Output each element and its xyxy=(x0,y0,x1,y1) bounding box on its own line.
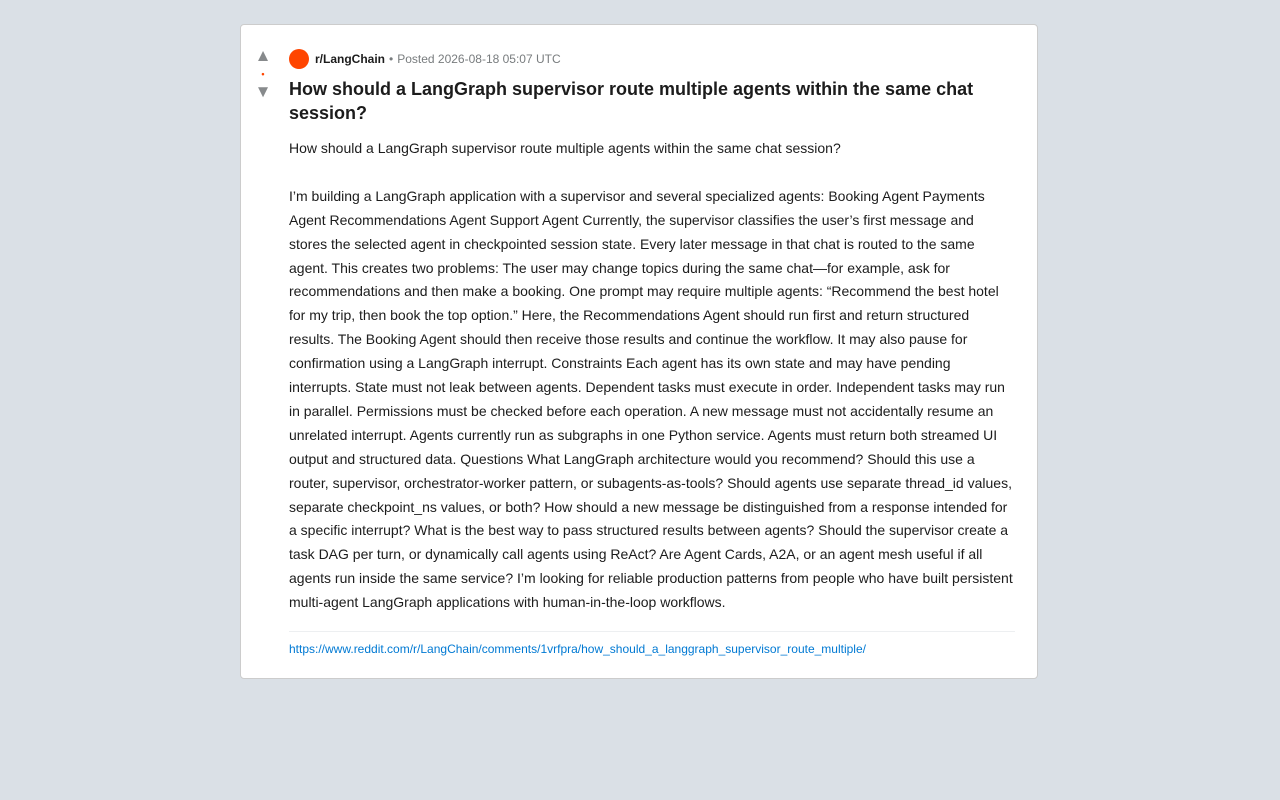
upvote-arrow-icon[interactable]: ▲ xyxy=(254,46,272,65)
post-meta xyxy=(289,49,1015,69)
post-content xyxy=(289,49,1015,657)
subreddit-icon[interactable] xyxy=(289,49,309,69)
downvote-arrow-icon[interactable]: ▼ xyxy=(254,82,272,101)
post-body xyxy=(289,137,1015,615)
post-title[interactable]: How should a LangGraph supervisor route multiple agents within the same chat session? xyxy=(289,79,974,123)
subreddit-name[interactable]: r/LangChain xyxy=(315,52,386,66)
post-url-link[interactable]: https://www.reddit.com/r/LangChain/comments/1vrfpra/how_should_a_langgraph_supervisor_route_multiple/ xyxy=(289,642,866,657)
posted-timestamp: Posted 2026-08-18 05:07 UTC xyxy=(397,52,561,66)
vote-score: • xyxy=(261,69,265,79)
divider xyxy=(289,631,1015,632)
post-body-intro: How should a LangGraph supervisor route multiple agents within the same chat session? xyxy=(289,140,841,156)
post-body-main: I’m building a LangGraph application with a supervisor and several specialized agents: Booking Agent Payments Agent Recommendations Agent Support Agent Currently, the supervisor classifies the user’s first message and stores the selected agent in checkpointed session state. Every later message in that chat is routed to the same agent. This creates two problems: The user may change topics during the same chat—for example, ask for recommendations and then make a booking. One prompt may require multiple agents: “Recommend the best hotel for my trip, then book the top option.” Here, the Recommendations Agent should run first and return structured results. The Booking Agent should then receive those results and continue the workflow. It may also pause for confirmation using a LangGraph interrupt. Constraints Each agent has its own state and may have pending interrupts. State must not leak between agents. Dependent tasks must execute in order. Independent tasks may run in parallel. Permissions must be checked before each operation. A new message must not accidentally resume an unrelated interrupt. Agents currently run as subgraphs in one Python service. Agents must return both streamed UI output and structured data. Questions What LangGraph architecture would you recommend? Should this use a router, supervisor, orchestrator-worker pattern, or subagents-as-tools? Should agents use separate thread_id values, separate checkpoint_ns values, or both? How should a new message be distinguished from a response intended for a specific interrupt? What is the best way to pass structured results between agents? Should the supervisor create a task DAG per turn, or dynamically call agents using ReAct? Are Agent Cards, A2A, or an agent mesh useful if all agents run inside the same service? I’m looking for reliable production patterns from people who have built persistent multi-agent LangGraph applications with human-in-the-loop workflows. xyxy=(289,187,1013,611)
meta-separator: • xyxy=(389,52,394,66)
post-card xyxy=(240,24,1038,679)
vote-column xyxy=(249,47,277,101)
